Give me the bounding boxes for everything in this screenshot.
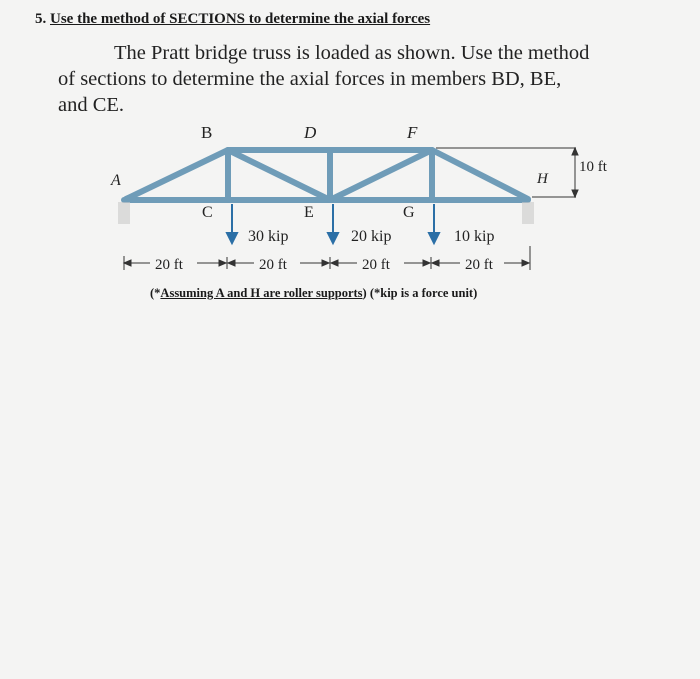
member-EF: [330, 150, 432, 200]
question-title: Use the method of SECTIONS to determine the axial forces: [50, 11, 431, 27]
node-label-H: H: [537, 171, 548, 187]
problem-line-3: and CE.: [58, 94, 125, 116]
node-label-C: C: [202, 204, 213, 221]
load-label-C: 30 kip: [248, 228, 289, 245]
support-H: [522, 202, 534, 224]
load-arrow-E: [328, 204, 338, 243]
problem-line-1: The Pratt bridge truss is loaded as shown. Use the method: [114, 42, 590, 64]
support-note: [150, 286, 477, 301]
note-open: (*: [150, 286, 161, 300]
member-BE: [228, 150, 330, 200]
span-label-2: 20 ft: [259, 257, 287, 273]
span-label-3: 20 ft: [362, 257, 390, 273]
note-assumption: Assuming A and H are roller supports: [160, 286, 363, 300]
span-label-4: 20 ft: [465, 257, 493, 273]
node-label-E: E: [304, 204, 314, 221]
node-label-D: D: [304, 123, 317, 142]
load-label-G: 10 kip: [454, 228, 495, 245]
node-label-B: B: [201, 123, 213, 142]
node-label-G: G: [403, 204, 415, 221]
node-label-A: A: [111, 172, 121, 189]
note-close: ) (*kip is a force unit): [362, 286, 478, 300]
support-A: [118, 202, 130, 224]
member-FH: [432, 150, 528, 199]
load-arrow-G: [429, 204, 439, 243]
truss-members: [124, 150, 528, 200]
problem-line-2: of sections to determine the axial forces in members BD, BE,: [58, 68, 562, 90]
load-arrow-C: [227, 204, 237, 243]
height-label: 10 ft: [579, 159, 607, 175]
question-number: 5.: [35, 11, 47, 27]
load-label-E: 20 kip: [351, 228, 392, 245]
member-AB: [126, 150, 228, 199]
span-label-1: 20 ft: [155, 257, 183, 273]
node-label-F: F: [407, 123, 418, 142]
